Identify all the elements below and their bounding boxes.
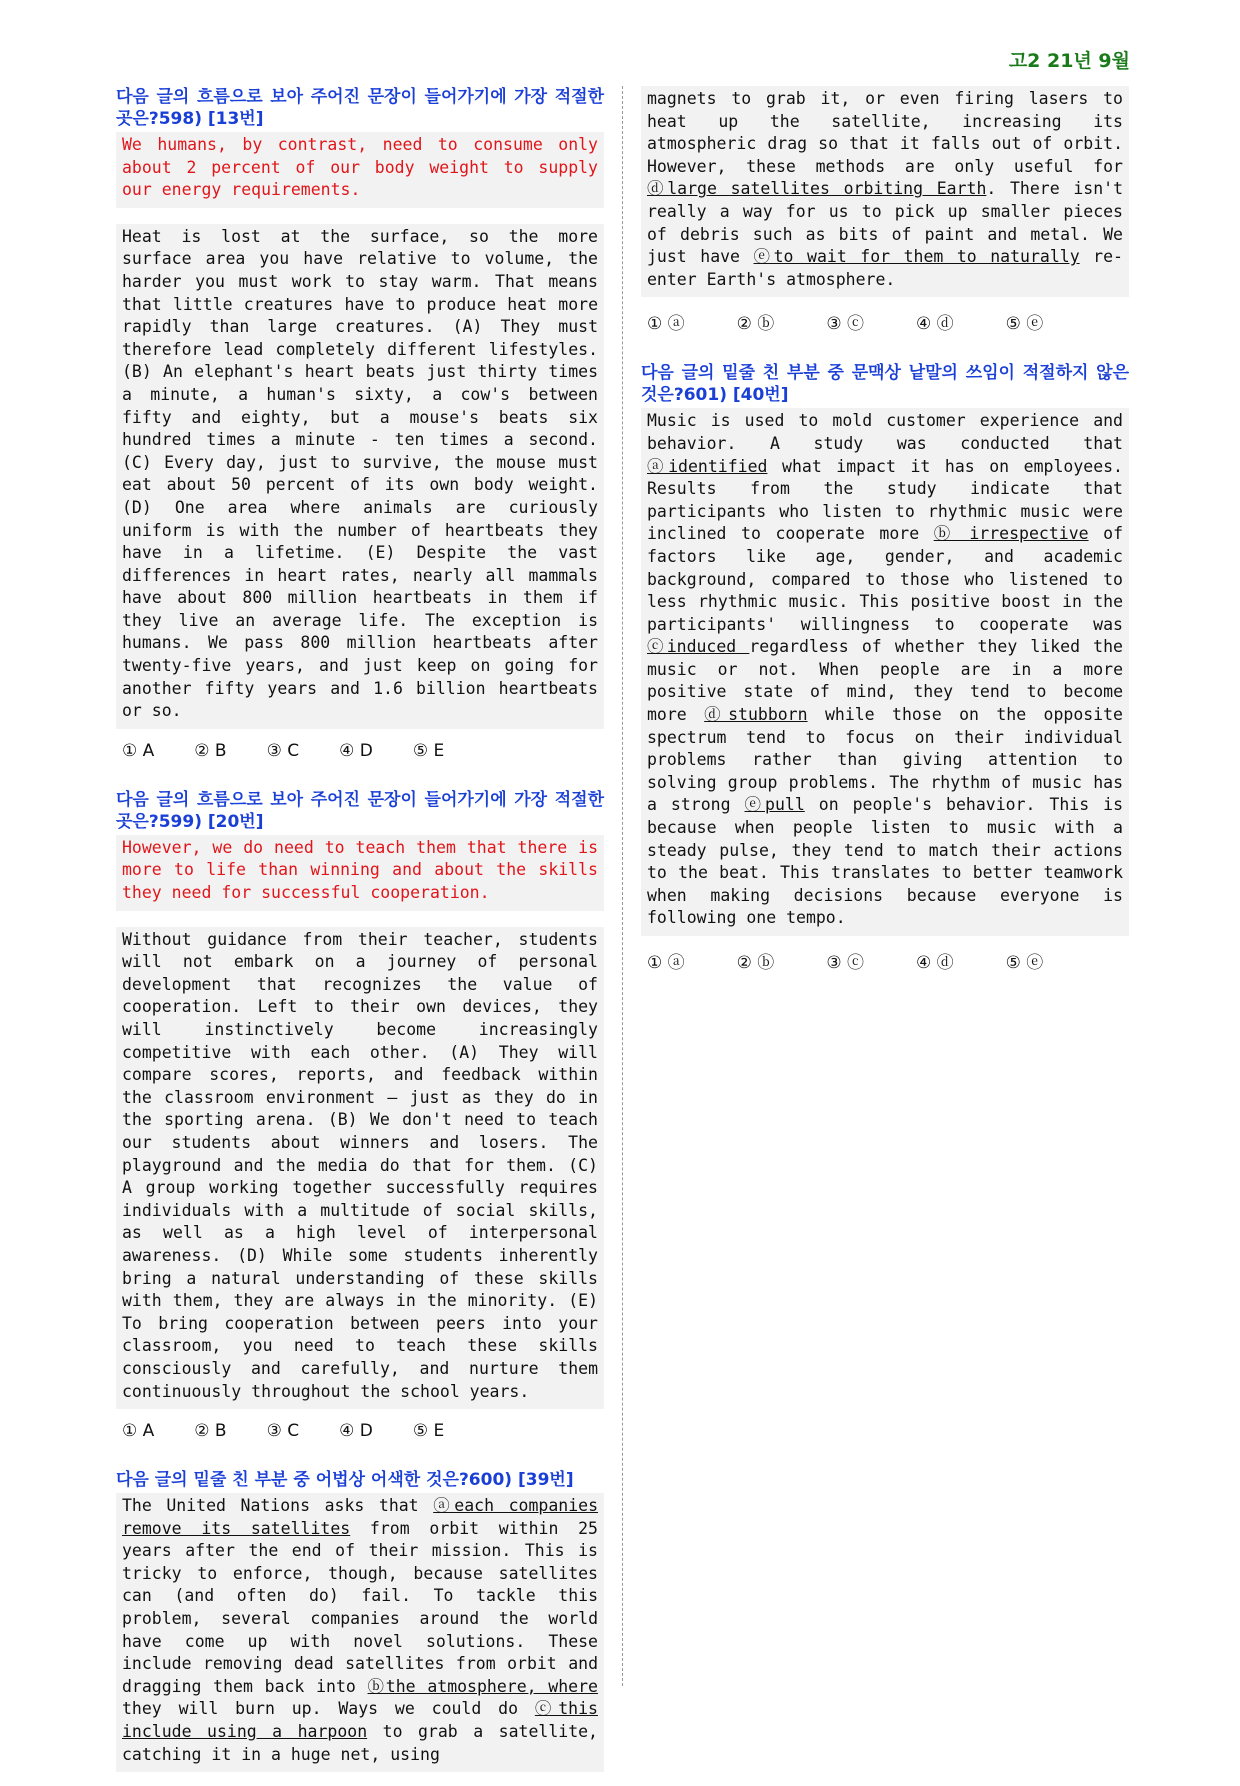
choice-1[interactable]: ① A [122,740,155,761]
choice-1[interactable]: ① A [122,1421,155,1442]
question-title: 다음 글의 밑줄 친 부분 중 문맥상 낱말의 쓰임이 적절하지 않은 것은?601) [40번] [641,363,1129,406]
given-sentence: However, we do need to teach them that there is more to life than winning and about the skills they need for successful cooperation. [116,835,604,911]
underline-a: ⓐidentified [647,456,768,476]
question-title: 다음 글의 흐름으로 보아 주어진 문장이 들어가기에 가장 적절한 곳은?599) [20번] [116,789,604,832]
choice-3[interactable]: ③ ⓒ [826,953,864,973]
choice-4[interactable]: ④ ⓓ [915,314,954,335]
answer-choices [116,1409,604,1455]
choice-2[interactable]: ② B [194,1421,227,1442]
passage-part-2 [641,86,1129,297]
underline-d: ⓓlarge satellites orbiting Earth [647,179,987,199]
underline-b: ⓑthe atmosphere, where [367,1676,598,1696]
text: of factors like age, gender, and academic background, compared to those who listened to less rhythmic music. This positive boost in the participants' willingness to cooperate was [647,524,1123,634]
question-600-continued [641,86,1129,348]
question-title: 다음 글의 밑줄 친 부분 중 어법상 어색한 것은?600) [39번] [116,1470,574,1491]
choice-1[interactable]: ① ⓐ [647,953,685,973]
underline-c: ⓒinduced [647,637,750,657]
choice-5[interactable]: ⑤ ⓔ [1005,953,1044,973]
text: regardless of whether they liked the music or not. When people are in a more positive state of mind, they tend to become more [647,637,1123,725]
text: . There isn't really a way for us to pick up smaller pieces of debris such as bits of paint and metal. We just have [647,179,1123,267]
choice-1[interactable]: ① ⓐ [647,314,685,335]
text: from orbit within 25 years after the end of their mission. This is tricky to enforce, though, because satellites can (and often do) fail. To tackle this problem, several companies around the world have come up with novel solutions. These include removing dead satellites from orbit and dragging them back into [122,1518,598,1696]
choice-5[interactable]: ⑤ E [412,740,445,761]
answer-choices [641,297,1129,348]
text: magnets to grab it, or even firing lasers to heat up the satellite, increasing its atmospheric drag so that it falls out of orbit. However, these methods are only useful for [647,89,1123,176]
text: Music is used to mold customer experience and behavior. A study was conducted that [647,411,1123,453]
choice-5[interactable]: ⑤ ⓔ [1005,314,1044,335]
column-divider [622,86,623,1686]
choice-2[interactable]: ② ⓑ [736,953,775,973]
question-title: 다음 글의 흐름으로 보아 주어진 문장이 들어가기에 가장 적절한 곳은?598) [13번] [116,87,604,129]
passage-part-1 [116,1493,604,1772]
page-header-label: 고2 21년 9월 [1008,50,1130,72]
text: re-enter Earth's atmosphere. [647,247,1123,289]
passage: Without guidance from their teacher, students will not embark on a journey of personal development that recognizes the value of cooperation. Left to their own devices, they will instinctively become increasingly competitive with each other. (A) They will compare scores, reports, and feedback within the classroom environment — just as they do in the sporting arena. (B) We don't need to teach our students about winners and losers. The playground and the media do that for them. (C) A group working together successfully requires individuals with a multitude of social skills, as well as a high level of interpersonal awareness. (D) While some students inherently bring a natural understanding of these skills with them, they are always in the minority. (E) To bring cooperation between peers into your classroom, you need to teach these skills consciously and carefully, and nurture them continuously throughout the school years. [116,927,604,1409]
text: to grab a satellite, catching it in a huge net, using [122,1722,598,1764]
text: what impact it has on employees. Results from the study indicate that participants who listen to rhythmic music were inclined to cooperate more [647,456,1123,544]
text: on people's behavior. This is because when people listen to music with a steady pulse, they tend to match their actions to the beat. This translates to better teamwork when making decisions because everyone is following one tempo. [647,795,1124,928]
choice-5[interactable]: ⑤ E [412,1421,445,1442]
text: while those on the opposite spectrum tend to focus on their individual problems rather than giving attention to solving group problems. The rhythm of music has a strong [647,705,1123,815]
choice-4[interactable]: ④ ⓓ [915,953,954,973]
choice-4[interactable]: ④ D [339,1421,373,1442]
choice-3[interactable]: ③ C [266,1421,300,1442]
underline-a: ⓐeach companies remove its satellites [122,1496,598,1538]
question-599 [116,789,604,1455]
answer-choices [641,936,1129,987]
passage: Heat is lost at the surface, so the more surface area you have relative to volume, the harder you must work to stay warm. That means that little creatures have to produce heat more rapidly than large creatures. (A) They must therefore lead completely different lifestyles. (B) An elephant's heart beats just thirty times a minute, a human's sixty, a cow's between fifty and eighty, but a mouse's beats six hundred times a minute - ten times a second. (C) Every day, just to survive, the mouse must eat about 50 percent of its own body weight. (D) One area where animals are curiously uniform is with the number of heartbeats they have in a lifetime. (E) Despite the vast differences in heart rates, nearly all mammals have about 800 million heartbeats in them if they live an average life. The exception is humans. We pass 800 million heartbeats after twenty-five years, and just keep on going for another fifty years and 1.6 billion heartbeats or so. [116,224,604,729]
question-601 [641,362,1129,987]
passage [641,408,1129,936]
text: The United Nations asks that [122,1496,434,1516]
choice-4[interactable]: ④ D [339,740,373,761]
right-column [641,86,1129,1001]
underline-e: ⓔto wait for them to naturally [753,247,1080,267]
given-sentence: We humans, by contrast, need to consume only about 2 percent of our body weight to supply our energy requirements. [116,132,604,208]
underline-d: ⓓstubborn [704,705,808,725]
choice-3[interactable]: ③ ⓒ [826,314,864,335]
question-598 [116,86,604,775]
answer-choices [116,729,604,775]
underline-e: ⓔpull [744,795,805,815]
choice-3[interactable]: ③ C [266,740,300,761]
left-column [116,86,604,1786]
underline-c: ⓒthis include using a harpoon [122,1699,598,1742]
choice-2[interactable]: ② B [194,740,227,761]
question-600 [116,1469,604,1772]
text: they will burn up. Ways we could do [122,1699,535,1719]
underline-b: ⓑ irrespective [933,524,1089,544]
choice-2[interactable]: ② ⓑ [736,314,775,335]
